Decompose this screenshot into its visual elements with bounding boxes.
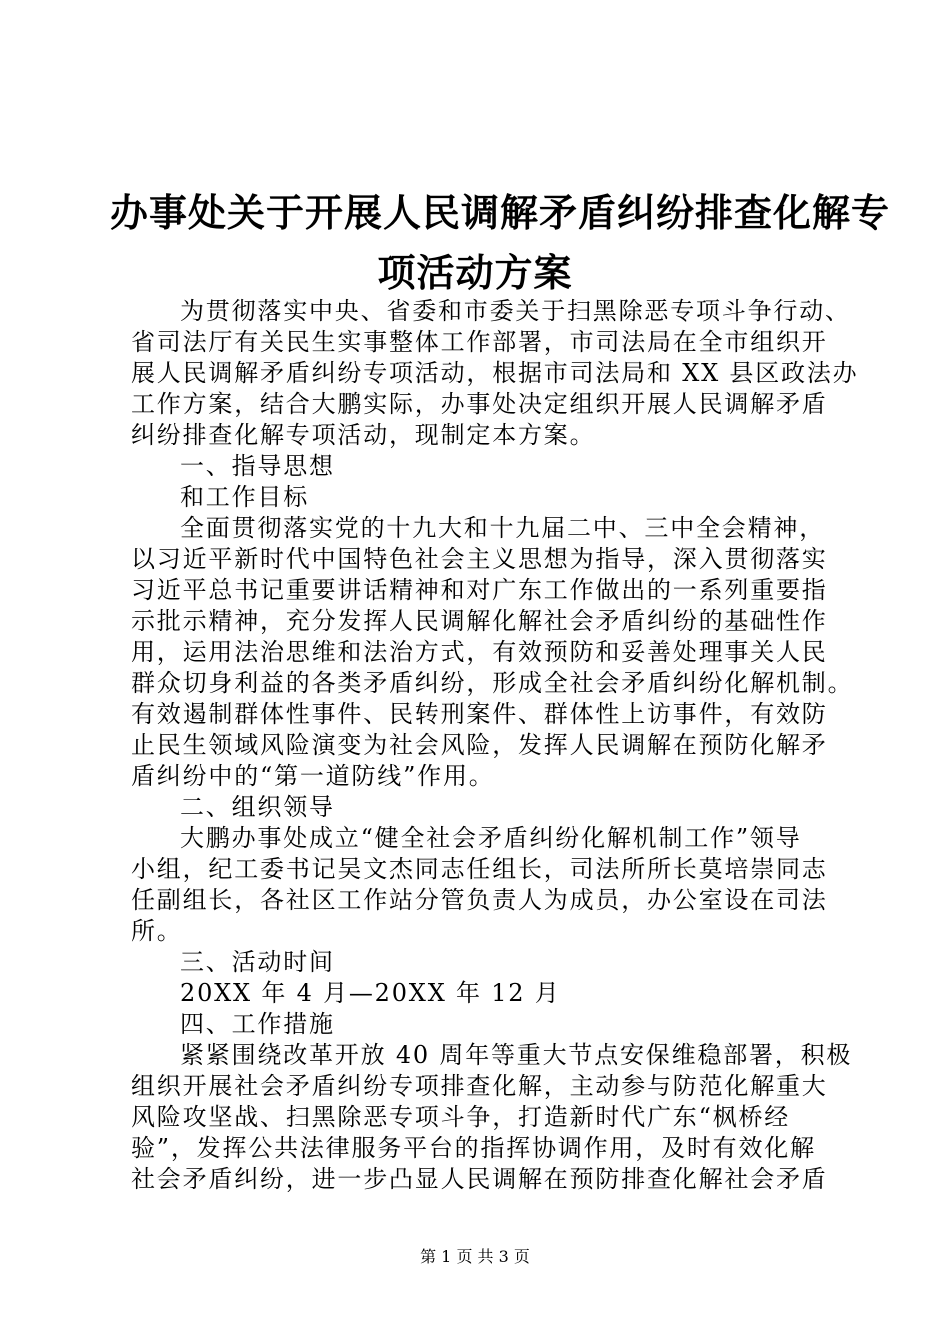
paragraph-line: 组织开展社会矛盾纠纷专项排查化解，主动参与防范化解重大 [131,1072,828,1100]
section-heading: 三、活动时间 [180,948,335,976]
paragraph-line: 纠纷排查化解专项活动，现制定本方案。 [131,421,596,449]
paragraph-line: 示批示精神，充分发挥人民调解化解社会矛盾纠纷的基础性作 [131,607,828,635]
paragraph-line: 以习近平新时代中国特色社会主义思想为指导，深入贯彻落实 [131,545,828,573]
paragraph-line: 盾纠纷中的“第一道防线”作用。 [131,762,495,790]
paragraph-line: 止民生领域风险演变为社会风险，发挥人民调解在预防化解矛 [131,731,828,759]
paragraph-line: 社会矛盾纠纷，进一步凸显人民调解在预防排查化解社会矛盾 [131,1165,828,1193]
paragraph-line: 展人民调解矛盾纠纷专项活动，根据市司法局和 XX 县区政法办 [131,359,859,387]
paragraph-line: 习近平总书记重要讲话精神和对广东工作做出的一系列重要指 [131,576,828,604]
paragraph-line: 用，运用法治思维和法治方式，有效预防和妥善处理事关人民 [131,638,828,666]
paragraph-line: 全面贯彻落实党的十九大和十九届二中、三中全会精神， [180,514,825,542]
page-footer: 第 1 页 共 3 页 [420,1247,530,1266]
document-title-line-1: 办事处关于开展人民调解矛盾纠纷排查化解专 [110,191,891,235]
section-heading: 和工作目标 [180,483,309,511]
paragraph-line: 大鹏办事处成立“健全社会矛盾纠纷化解机制工作”领导 [180,824,802,852]
paragraph-line: 为贯彻落实中央、省委和市委关于扫黑除恶专项斗争行动、 [180,297,851,325]
paragraph-line: 工作方案，结合大鹏实际，办事处决定组织开展人民调解矛盾 [131,390,828,418]
paragraph-line: 群众切身利益的各类矛盾纠纷，形成全社会矛盾纠纷化解机制。 [131,669,854,697]
paragraph-line: 省司法厅有关民生实事整体工作部署，市司法局在全市组织开 [131,328,828,356]
section-heading: 四、工作措施 [180,1010,335,1038]
paragraph-line: 所。 [131,917,183,945]
section-heading: 一、指导思想 [180,452,335,480]
paragraph-line: 风险攻坚战、扫黑除恶专项斗争，打造新时代广东“枫桥经 [131,1103,791,1131]
paragraph-line: 验”，发挥公共法律服务平台的指挥协调作用，及时有效化解 [131,1134,816,1162]
paragraph-line: 20XX 年 4 月—20XX 年 12 月 [180,979,561,1007]
section-heading: 二、组织领导 [180,793,335,821]
paragraph-line: 紧紧围绕改革开放 40 周年等重大节点安保维稳部署，积极 [180,1041,853,1069]
paragraph-line: 任副组长，各社区工作站分管负责人为成员，办公室设在司法 [131,886,828,914]
paragraph-line: 小组，纪工委书记吴文杰同志任组长，司法所所长莫培崇同志 [131,855,828,883]
document-title-line-2: 项活动方案 [377,251,573,295]
paragraph-line: 有效遏制群体性事件、民转刑案件、群体性上访事件，有效防 [131,700,828,728]
document-body [131,296,861,1195]
